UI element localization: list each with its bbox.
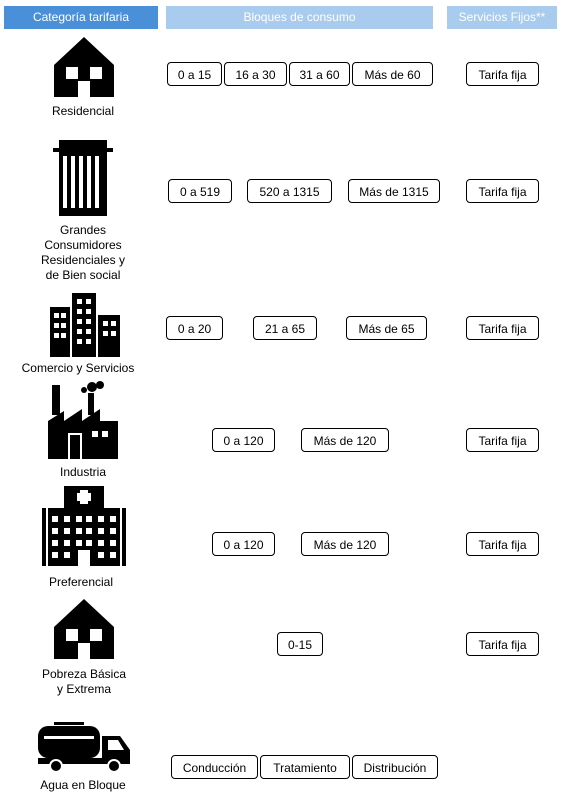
fixed-tariff-pill: Tarifa fija <box>466 62 539 86</box>
category-label-agua-en-bloque: Agua en Bloque <box>40 778 126 792</box>
block-pill: 16 a 30 <box>224 62 287 86</box>
skyscraper-icon <box>53 140 113 216</box>
label-line: de Bien social <box>45 268 121 282</box>
fixed-tariff-pill: Tarifa fija <box>466 428 539 452</box>
category-label-pobreza <box>9 667 159 697</box>
block-pill: 0 a 20 <box>166 316 223 340</box>
house-icon <box>52 597 116 659</box>
label-line: Residenciales y <box>40 253 126 267</box>
fixed-tariff-pill: Tarifa fija <box>466 179 539 203</box>
buildings-icon <box>50 293 120 357</box>
house-icon <box>52 35 116 97</box>
category-label-preferencial: Preferencial <box>48 575 114 589</box>
label-line: Grandes <box>59 223 107 237</box>
block-pill: Más de 65 <box>346 316 427 340</box>
header-blocks: Bloques de consumo <box>166 6 433 29</box>
block-pill: 520 a 1315 <box>247 179 332 203</box>
water-truck-icon <box>38 722 132 772</box>
block-pill: Tratamiento <box>260 755 350 779</box>
category-label-industria: Industria <box>59 465 107 479</box>
block-pill: Distribución <box>352 755 438 779</box>
block-pill: Más de 120 <box>301 532 389 556</box>
block-pill: 0 a 120 <box>212 532 275 556</box>
hospital-icon <box>42 486 126 566</box>
block-pill: Más de 60 <box>352 62 433 86</box>
block-pill: Conducción <box>171 755 258 779</box>
label-line: Pobreza Básica <box>41 667 127 681</box>
block-pill: 0-15 <box>277 632 323 656</box>
block-pill: Más de 120 <box>301 428 389 452</box>
block-pill: 21 a 65 <box>253 316 317 340</box>
category-label-grandes-consumidores <box>8 223 158 283</box>
block-pill: Más de 1315 <box>348 179 440 203</box>
header-fixed-services: Servicios Fijos** <box>447 6 557 29</box>
label-line: y Extrema <box>56 682 111 696</box>
category-label-residencial: Residencial <box>51 104 115 118</box>
block-pill: 0 a 519 <box>168 179 232 203</box>
category-label-comercio: Comercio y Servicios <box>21 361 135 375</box>
block-pill: 31 a 60 <box>289 62 350 86</box>
fixed-tariff-pill: Tarifa fija <box>466 532 539 556</box>
factory-icon <box>44 381 122 459</box>
header-category: Categoría tarifaria <box>4 6 158 29</box>
block-pill: 0 a 15 <box>167 62 222 86</box>
fixed-tariff-pill: Tarifa fija <box>466 632 539 656</box>
label-line: Consumidores <box>44 238 122 252</box>
block-pill: 0 a 120 <box>212 428 275 452</box>
fixed-tariff-pill: Tarifa fija <box>466 316 539 340</box>
